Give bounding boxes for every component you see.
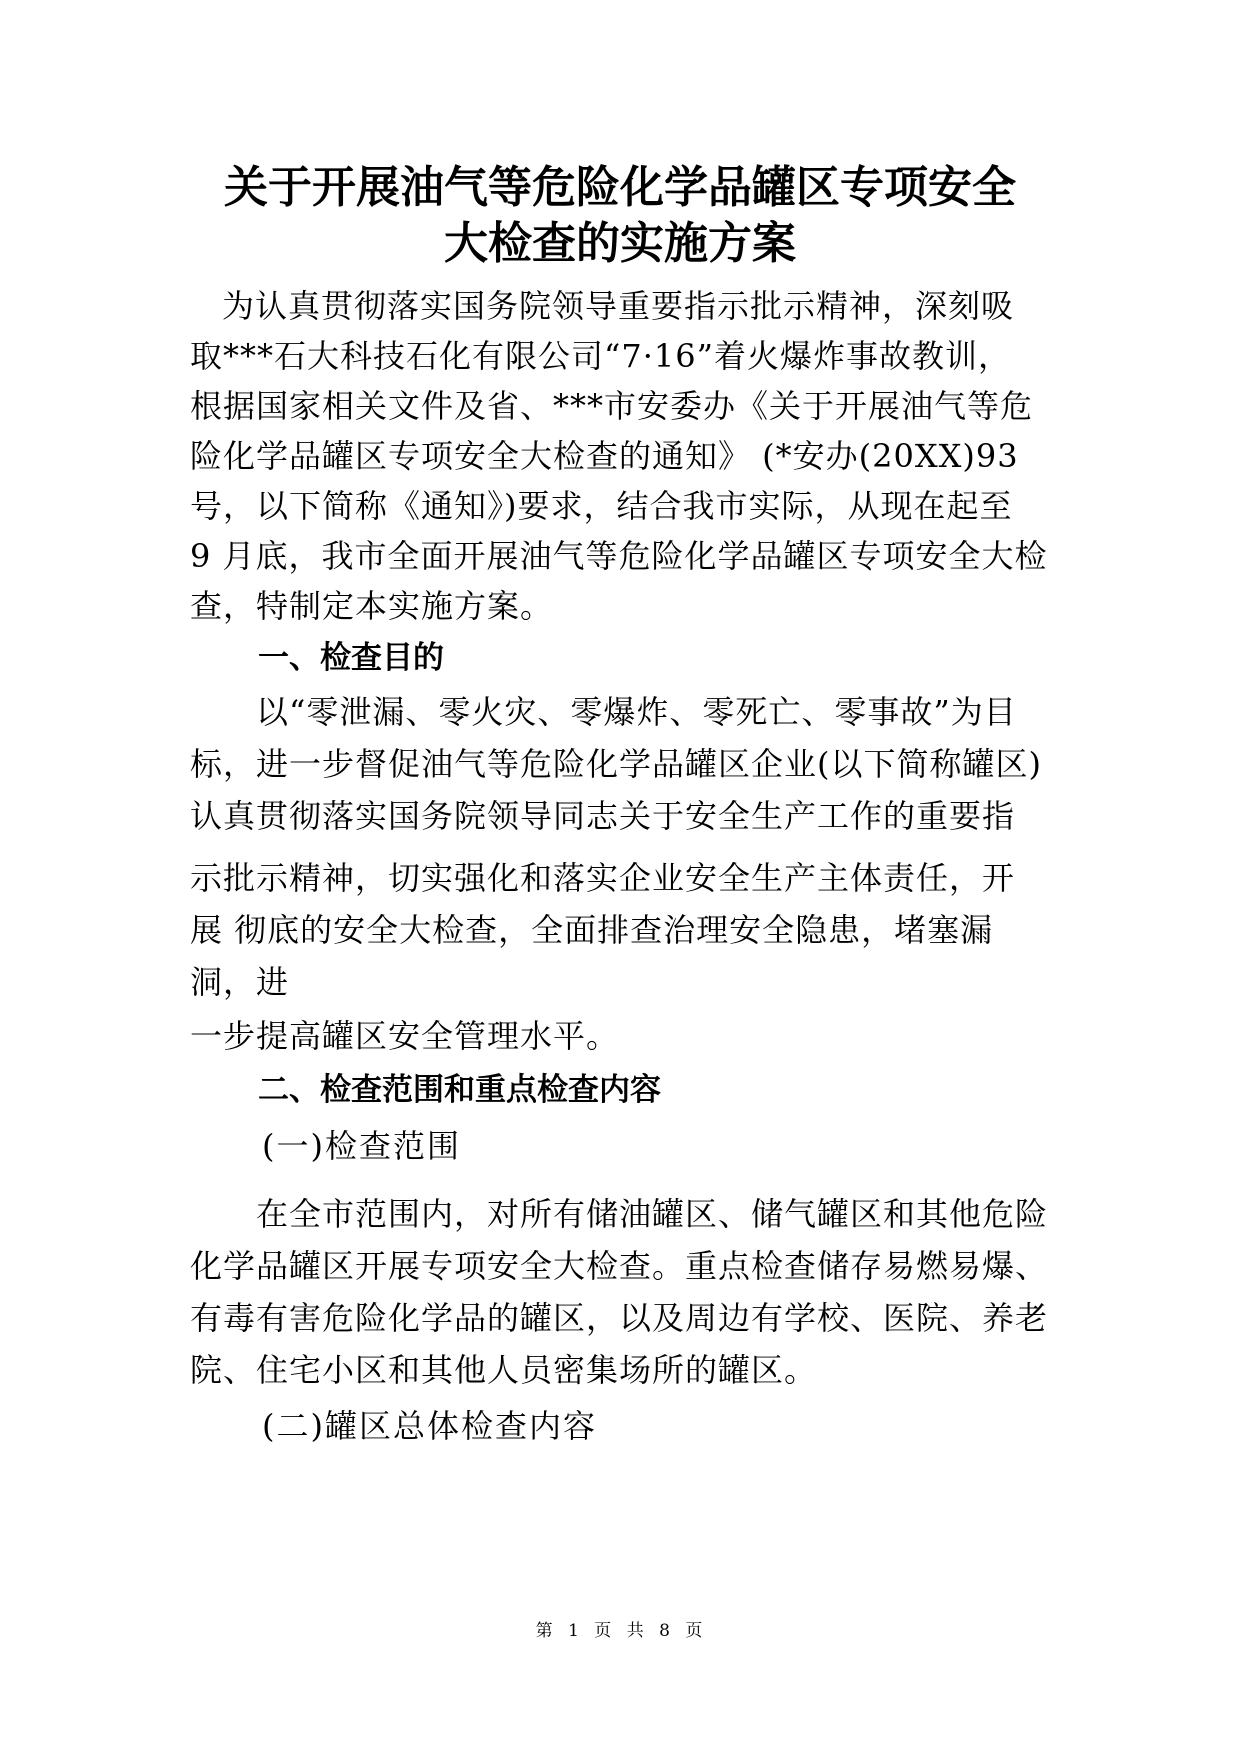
section-1-line-4: 示批示精神，切实强化和落实企业安全生产主体责任，开 (190, 859, 1016, 897)
intro-line-3: 根据国家相关文件及省、***市安委办《关于开展油气等危 (190, 387, 1034, 425)
section-1-line-7: 一步提高罐区安全管理水平。 (190, 1017, 620, 1055)
section-2-sub-1-line-2: 化学品罐区开展专项安全大检查。重点检查储存易燃易爆、 (190, 1247, 1049, 1285)
section-2-heading: 二、检查范围和重点检查内容 (258, 1072, 661, 1108)
section-2-sub-1-heading: (一)检查范围 (262, 1127, 461, 1165)
section-1-line-5: 展 彻底的安全大检查，全面排查治理安全隐患，堵塞漏 (190, 911, 994, 949)
section-1-heading: 一、检查目的 (258, 640, 444, 676)
section-2-sub-1-line-3: 有毒有害危险化学品的罐区，以及周边有学校、医院、养老 (190, 1299, 1049, 1337)
section-1-line-6: 洞，进 (190, 963, 290, 1001)
section-1-line-1: 以“零泄漏、零火灾、零爆炸、零死亡、零事故”为目 (256, 693, 1017, 731)
page-footer: 第 1 页 共 8 页 (535, 1621, 705, 1641)
title-line-2: 大检查的实施方案 (444, 218, 796, 269)
intro-line-4: 险化学品罐区专项安全大检查的通知》 (*安办(20XX)93 (190, 437, 1019, 475)
section-2-sub-2-heading: (二)罐区总体检查内容 (262, 1407, 597, 1445)
intro-line-7: 查，特制定本实施方案。 (190, 587, 554, 625)
title-line-1: 关于开展油气等危险化学品罐区专项安全 (224, 162, 1016, 213)
section-2-sub-1-line-4: 院、住宅小区和其他人员密集场所的罐区。 (190, 1351, 818, 1389)
intro-line-1: 为认真贯彻落实国务院领导重要指示批示精神，深刻吸 (222, 287, 1015, 325)
document-title (150, 160, 1090, 272)
intro-line-2: 取***石大科技石化有限公司“7·16”着火爆炸事故教训， (190, 337, 1011, 375)
intro-line-5: 号，以下简称《通知》)要求，结合我市实际，从现在起至 (190, 487, 1013, 525)
section-1-line-2: 标，进一步督促油气等危险化学品罐区企业(以下简称罐区) (190, 745, 1042, 783)
section-1-line-3: 认真贯彻落实国务院领导同志关于安全生产工作的重要指 (190, 797, 1016, 835)
intro-line-6: 9 月底，我市全面开展油气等危险化学品罐区专项安全大检 (190, 537, 1048, 575)
section-2-sub-1-line-1: 在全市范围内，对所有储油罐区、储气罐区和其他危险 (256, 1195, 1049, 1233)
